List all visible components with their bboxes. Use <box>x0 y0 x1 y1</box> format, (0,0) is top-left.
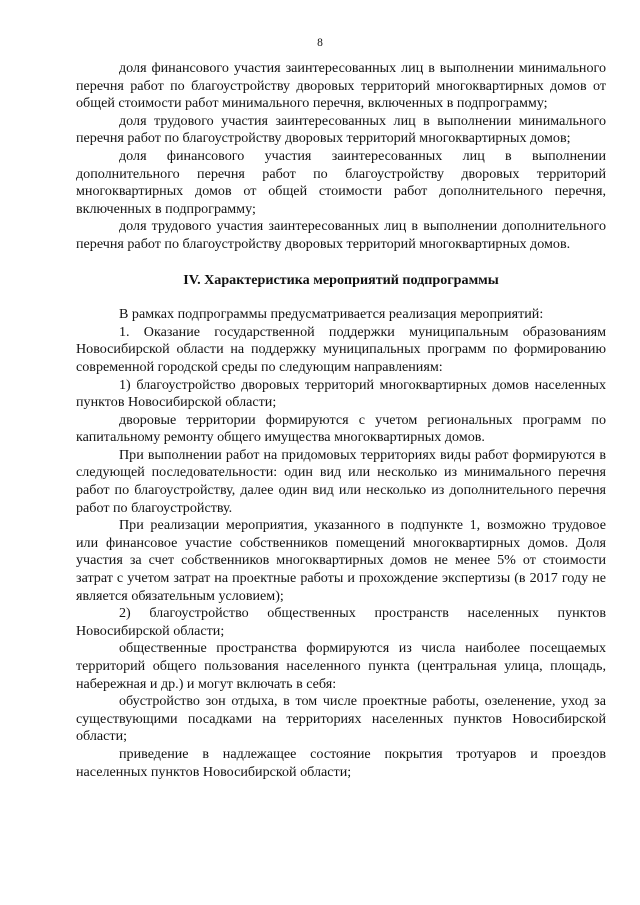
paragraph: приведение в надлежащее состояние покрытия тротуаров и проездов населенных пунктов Новосибирской области; <box>76 745 606 780</box>
paragraph: При выполнении работ на придомовых территориях виды работ формируются в следующей последовательности: один вид или несколько из минимального перечня работ по благоустройству, далее один вид или несколько из дополнительного перечня работ по благоустройству. <box>76 446 606 516</box>
paragraph: доля трудового участия заинтересованных лиц в выполнении дополнительного перечня работ по благоустройству дворовых территорий многоквартирных домов. <box>76 218 606 252</box>
paragraph: 1. Оказание государственной поддержки муниципальным образованиям Новосибирской области на поддержку муниципальных программ по формированию современной городской среды по следующим направлениям: <box>76 323 606 375</box>
paragraph: дворовые территории формируются с учетом региональных программ по капитальному ремонту общего имущества многоквартирных домов. <box>76 411 606 446</box>
paragraph: В рамках подпрограммы предусматривается реализация мероприятий: <box>119 306 544 323</box>
paragraph: 2) благоустройство общественных пространств населенных пунктов Новосибирской области; <box>76 605 606 639</box>
document-body <box>76 60 606 781</box>
paragraph: доля финансового участия заинтересованных лиц в выполнении минимального перечня работ по благоустройству дворовых территорий многоквартирных домов от общей стоимости работ минимального перечня, включенных в подпрограмму; <box>76 60 606 112</box>
paragraph: обустройство зон отдыха, в том числе проектные работы, озеленение, уход за существующими посадками на территориях населенных пунктов Новосибирской области; <box>76 693 606 745</box>
page-number: 8 <box>317 37 323 49</box>
paragraph: доля трудового участия заинтересованных лиц в выполнении минимального перечня работ по благоустройству дворовых территорий многоквартирных домов; <box>76 112 606 147</box>
section-heading: IV. Характеристика мероприятий подпрограммы <box>183 271 499 288</box>
paragraph: общественные пространства формируются из числа наиболее посещаемых территорий общего пользования населенного пункта (центральная улица, площадь, набережная и др.) и могут включать в себя: <box>76 640 606 692</box>
paragraph: 1) благоустройство дворовых территорий многоквартирных домов населенных пунктов Новосибирской области; <box>76 376 606 411</box>
paragraph: доля финансового участия заинтересованных лиц в выполнении дополнительного перечня работ по благоустройству дворовых территорий многоквартирных домов от общей стоимости работ дополнительного перечня, включенных в подпрограмму; <box>76 147 606 217</box>
paragraph: При реализации мероприятия, указанного в подпункте 1, возможно трудовое или финансовое участие собственников помещений многоквартирных домов. Доля участия за счет собственников многоквартирных домов не менее 5% от стоимости затрат с учетом затрат на проектные работы и прохождение экспертизы (в 2017 году не является обязательным условием); <box>76 517 606 604</box>
